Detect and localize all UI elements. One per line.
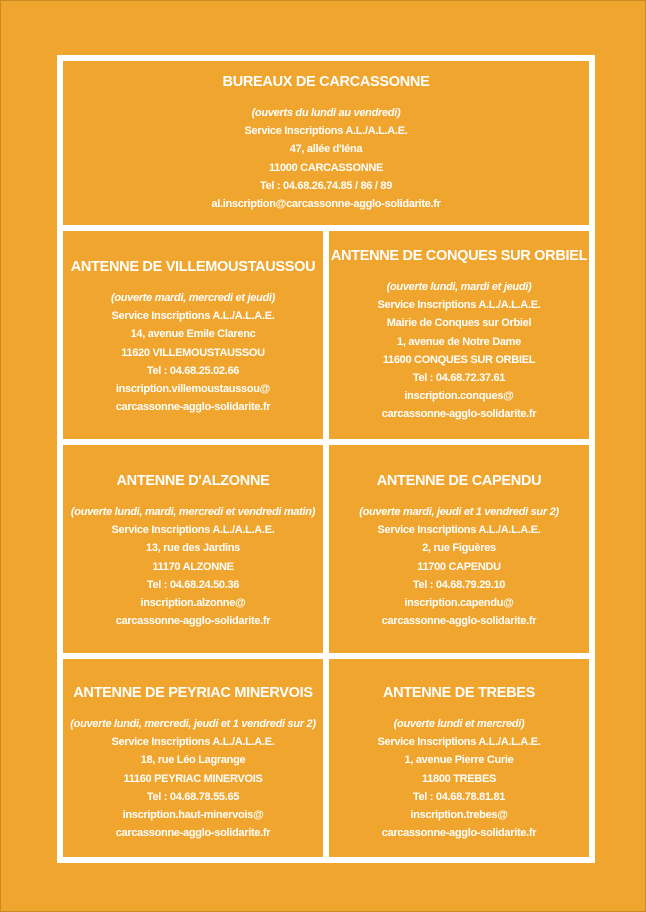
office-email-domain[interactable]: carcassonne-agglo-solidarite.fr <box>381 408 537 421</box>
office-hours: (ouverts du lundi au vendredi) <box>251 107 401 119</box>
office-details <box>63 503 323 630</box>
office-service: Service Inscriptions A.L./A.L.A.E. <box>377 299 541 312</box>
office-service: Service Inscriptions A.L./A.L.A.E. <box>111 736 275 749</box>
office-city: 11170 ALZONNE <box>152 560 234 573</box>
office-phone: Tel : 04.68.79.29.10 <box>412 578 506 591</box>
office-city: 11600 CONQUES SUR ORBIEL <box>382 353 536 366</box>
office-address: 14, avenue Emile Clarenc <box>130 328 256 341</box>
office-card-carcassonne <box>63 61 589 225</box>
office-email[interactable]: inscription.haut-minervois@ <box>122 809 264 822</box>
office-service: Service Inscriptions A.L./A.L.A.E. <box>244 125 408 138</box>
office-details <box>329 278 589 424</box>
office-location: Mairie de Conques sur Orbiel <box>386 317 532 330</box>
office-hours: (ouverte lundi, mardi, mercredi et vendredi matin) <box>70 506 316 518</box>
office-card-villemoustaussou <box>63 231 323 439</box>
office-email[interactable]: inscription.capendu@ <box>404 597 514 610</box>
office-service: Service Inscriptions A.L./A.L.A.E. <box>377 736 541 749</box>
office-hours: (ouverte mardi, mercredi et jeudi) <box>110 292 276 304</box>
office-email-domain[interactable]: carcassonne-agglo-solidarite.fr <box>115 827 271 840</box>
office-phone: Tel : 04.68.24.50.36 <box>146 578 240 591</box>
office-details <box>63 715 323 842</box>
office-service: Service Inscriptions A.L./A.L.A.E. <box>111 524 275 537</box>
offices-grid <box>57 55 595 863</box>
office-card-trebes <box>329 659 589 857</box>
office-city: 11700 CAPENDU <box>417 560 501 573</box>
office-title: ANTENNE DE TREBES <box>382 685 535 701</box>
office-address: 1, avenue Pierre Curie <box>404 754 514 767</box>
office-city: 11000 CARCASSONNE <box>268 161 384 174</box>
office-email[interactable]: inscription.trebes@ <box>410 809 508 822</box>
office-details <box>63 104 589 213</box>
office-title: BUREAUX DE CARCASSONNE <box>222 74 430 90</box>
office-email-domain[interactable]: carcassonne-agglo-solidarite.fr <box>381 615 537 628</box>
office-email[interactable]: al.inscription@carcassonne-agglo-solidarite.fr <box>211 198 441 211</box>
office-card-peyriac <box>63 659 323 857</box>
office-card-alzonne <box>63 445 323 653</box>
office-card-capendu <box>329 445 589 653</box>
office-email-domain[interactable]: carcassonne-agglo-solidarite.fr <box>115 615 271 628</box>
office-city: 11800 TREBES <box>421 772 497 785</box>
office-title: ANTENNE DE PEYRIAC MINERVOIS <box>73 685 313 701</box>
office-title: ANTENNE DE VILLEMOUSTAUSSOU <box>70 259 316 275</box>
office-service: Service Inscriptions A.L./A.L.A.E. <box>111 310 275 323</box>
office-title: ANTENNE DE CAPENDU <box>376 473 542 489</box>
office-phone: Tel : 04.68.72.37.61 <box>412 372 506 385</box>
office-hours: (ouverte lundi, mardi et jeudi) <box>386 281 532 293</box>
office-details <box>329 503 589 630</box>
office-email-domain[interactable]: carcassonne-agglo-solidarite.fr <box>115 401 271 414</box>
office-address: 13, rue des Jardins <box>146 542 240 555</box>
office-address: 1, avenue de Notre Dame <box>397 335 521 348</box>
office-phone: Tel : 04.68.26.74.85 / 86 / 89 <box>259 179 393 192</box>
office-phone: Tel : 04.68.25.02.66 <box>146 364 240 377</box>
office-title: ANTENNE D'ALZONNE <box>116 473 270 489</box>
office-city: 11160 PEYRIAC MINERVOIS <box>123 772 263 785</box>
office-details <box>63 289 323 416</box>
office-email-domain[interactable]: carcassonne-agglo-solidarite.fr <box>381 827 537 840</box>
office-details <box>329 715 589 842</box>
office-card-conques <box>329 231 589 439</box>
office-hours: (ouverte lundi, mercredi, jeudi et 1 vendredi sur 2) <box>70 718 316 730</box>
office-address: 18, rue Léo Lagrange <box>140 754 246 767</box>
office-title: ANTENNE DE CONQUES SUR ORBIEL <box>330 248 588 264</box>
office-city: 11620 VILLEMOUSTAUSSOU <box>121 346 265 359</box>
office-phone: Tel : 04.68.78.55.65 <box>146 790 240 803</box>
office-service: Service Inscriptions A.L./A.L.A.E. <box>377 524 541 537</box>
office-hours: (ouverte lundi et mercredi) <box>393 718 525 730</box>
office-address: 2, rue Figuères <box>422 542 496 555</box>
office-hours: (ouverte mardi, jeudi et 1 vendredi sur 2) <box>359 506 559 518</box>
office-email[interactable]: inscription.conques@ <box>404 390 514 403</box>
office-email[interactable]: inscription.alzonne@ <box>140 597 246 610</box>
office-address: 47, allée d'Iéna <box>289 143 363 156</box>
office-phone: Tel : 04.68.78.81.81 <box>412 790 506 803</box>
office-email[interactable]: inscription.villemoustaussou@ <box>115 383 271 396</box>
